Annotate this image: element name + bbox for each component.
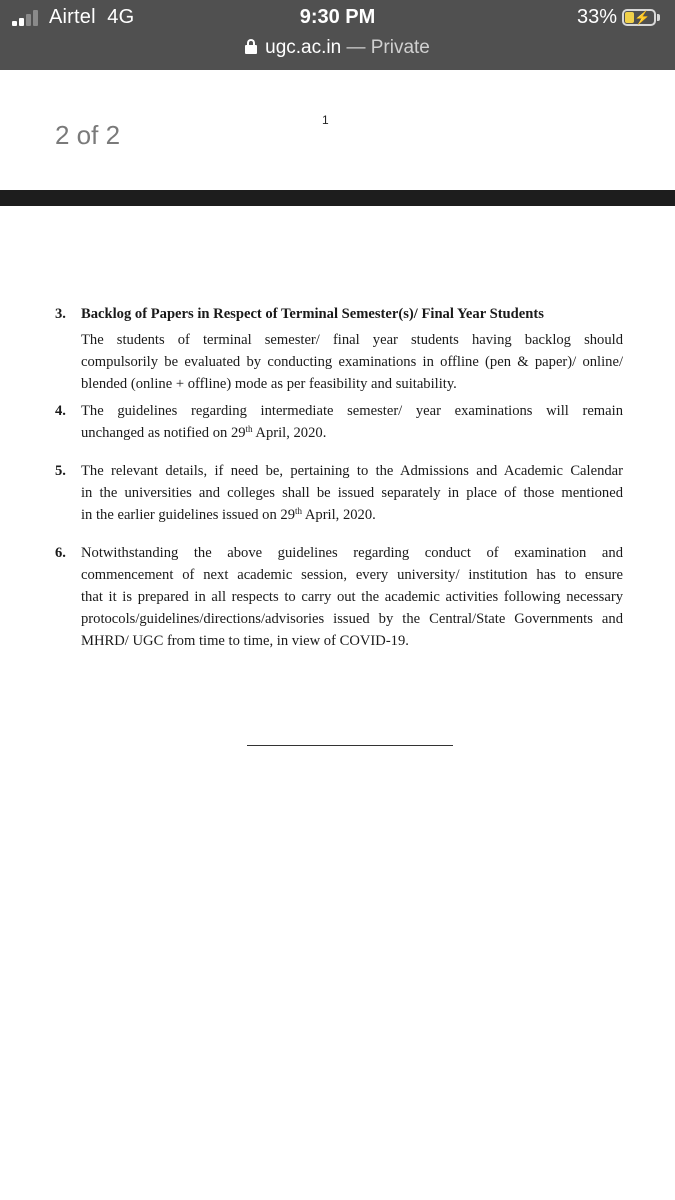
item-line: in the universities and colleges shall be issued separately in place of those mentioned: [81, 485, 623, 501]
item-line: The guidelines regarding intermediate semester/ year examinations will remain: [81, 403, 623, 419]
item-body: [81, 329, 623, 395]
battery-percentage: 33%: [576, 6, 617, 28]
item-line-text: April, 2020.: [302, 507, 376, 523]
page-counter: 2 of 2: [55, 120, 121, 150]
item-line: [81, 504, 623, 526]
item-line-text: April, 2020.: [252, 425, 327, 441]
item-line: The students of terminal semester/ final year students having backlog should: [81, 332, 623, 348]
lock-icon: [245, 39, 257, 54]
address-bar[interactable]: [0, 37, 675, 59]
document-page: [0, 206, 675, 1200]
battery-icon: [622, 9, 656, 26]
battery-terminal-icon: [657, 14, 660, 21]
item-line: protocols/guidelines/directions/advisories issued by the Central/State Governments and: [81, 611, 623, 627]
item-line: The relevant details, if need be, pertaining to the Admissions and Academic Calendar: [81, 463, 623, 479]
charging-bolt-icon: ⚡: [634, 10, 651, 25]
item-line-text: unchanged as notified on 29: [81, 425, 246, 441]
clock: 9:30 PM: [299, 6, 376, 28]
item-heading: Backlog of Papers in Respect of Terminal Semester(s)/ Final Year Students: [81, 306, 544, 322]
item-line: MHRD/ UGC from time to time, in view of COVID-19.: [81, 633, 409, 649]
end-of-document-rule: [247, 745, 453, 746]
battery-fill: [625, 12, 634, 23]
ordinal-suffix: th: [245, 424, 253, 434]
item-line: compulsorily be evaluated by conducting examinations in offline (pen & paper)/ online/: [81, 354, 623, 370]
item-line-text: in the earlier guidelines issued on 29: [81, 507, 295, 523]
item-body: [81, 400, 623, 444]
ordinal-suffix: th: [295, 506, 303, 516]
item-line: that it is prepared in all respects to carry out the academic activities following necessary: [81, 589, 623, 605]
network-type: 4G: [107, 6, 135, 28]
url-domain: ugc.ac.in: [265, 37, 342, 58]
item-body: [81, 460, 623, 526]
item-line: Notwithstanding the above guidelines regarding conduct of examination and: [81, 545, 623, 561]
item-number: 5.: [55, 463, 66, 479]
item-line: [81, 422, 623, 444]
previous-page-number: 1: [322, 113, 329, 127]
item-body: [81, 542, 623, 652]
status-bar: [0, 0, 675, 70]
url-separator: —: [346, 37, 366, 58]
item-line: blended (online + offline) mode as per feasibility and suitability.: [81, 376, 457, 392]
carrier-label: Airtel: [49, 6, 96, 28]
page-divider: [0, 190, 675, 206]
item-number: 6.: [55, 545, 66, 561]
item-number: 3.: [55, 306, 66, 322]
private-mode-label: Private: [370, 37, 430, 58]
item-number: 4.: [55, 403, 66, 419]
item-line: commencement of next academic session, every university/ institution has to ensure: [81, 567, 623, 583]
